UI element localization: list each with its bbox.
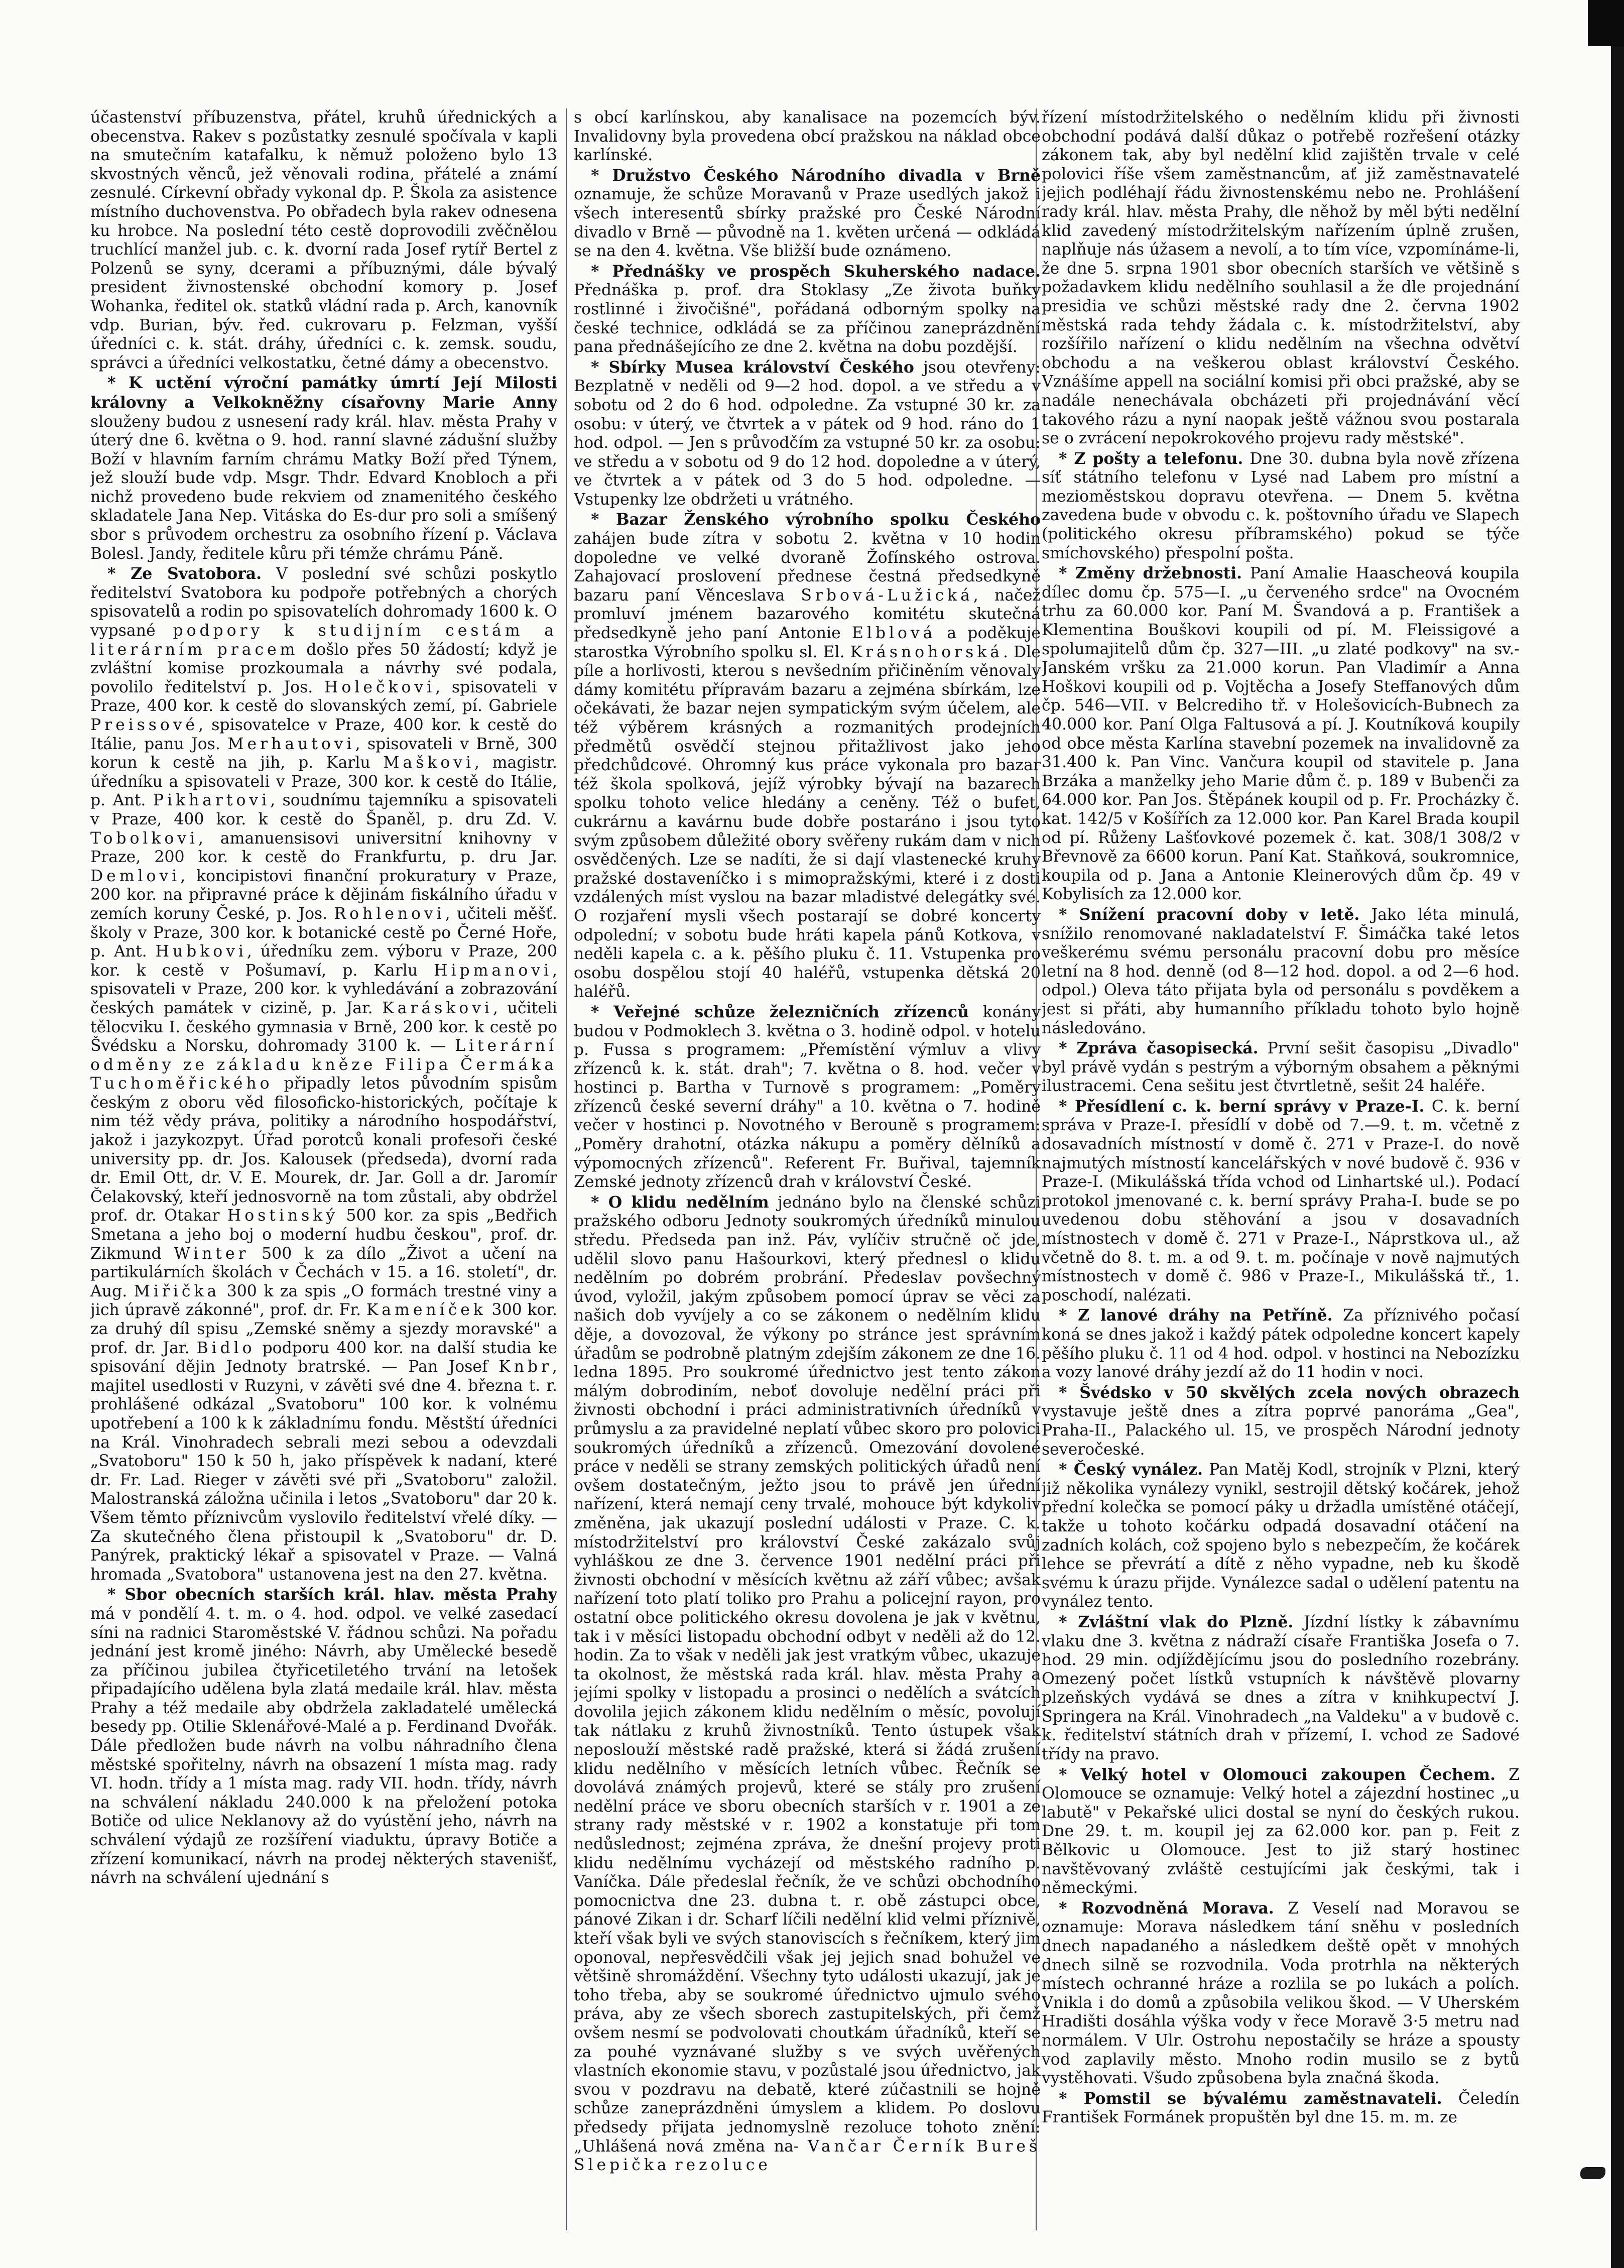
article-heading: * Sbor obecních starších král. hlav. města Prahy (107, 1585, 557, 1604)
article-sunday-rest (574, 1193, 1041, 2175)
text: , soudnímu tajemníku a spisovateli v Praze, 400 kor. k cestě do Španěl, p. dru Zd. V. (90, 791, 557, 828)
article-text: Dne 30. dubna byla nově zřízena síť státního telefonu v Lysé nad Labem pro místní a mezioměstskou dopravu otevřena. — Dnem 5. května zavedena bude v obvodu c. k. poštovního úřadu ve Slapech (politického okresu příbramského) pokud se týče smíchovského) přespolní pošta. (1042, 449, 1520, 562)
article-text: Čeledín František Formánek propuštěn byl dne 15. m. m. ze (1042, 2089, 1520, 2127)
spaced-text: rezoluce (675, 2156, 771, 2175)
article-flood (1042, 1899, 1520, 2088)
article-heading: * Pomstil se bývalému zaměstnavateli. (1059, 2089, 1442, 2108)
column-rule-1 (566, 108, 567, 2230)
article-tax-office (1042, 1097, 1520, 1305)
spaced-name: Preissové (90, 716, 199, 734)
spaced-name: Merhautovi (227, 735, 355, 753)
article-text: konány budou v Podmoklech 3. května o 3. hodině odpol. v hotelu p. Fussa s programem: „Přemístění výmluv a vlivy zřízenců k. k. stát. drah"; 7. května o 8. hod. večer v hostinci p. Bartha v Turnově s programem: „Poměry zřízenců české severní dráhy" a 10. května o 7. hodině večer v hostinci p. Novotného v Berouně s programem: „Poměry drahotní, otázka nákupu a poměry dělníků a výpomocných zřízenců". Referent Fr. Buřival, tajemník Zemské jednoty zřízenců drah v království České. (574, 1003, 1041, 1191)
spaced-text: podpory k studijním cestám a literárním pracem (90, 622, 557, 659)
article-railway-meetings (574, 1003, 1041, 1192)
article-heading: * Zvláštní vlak do Plzně. (1059, 1612, 1294, 1631)
article-text: Z Veselí nad Moravou se oznamuje: Morava následkem tání sněhu v posledních dnech napadaného a následkem deště opět v mnohých dnech silně se rozvodnila. Voda protrhla na některých místech ochranné hráze a rozlila se po lukách a polích. Vnikla i do domů a způsobila velikou škod. — V Uherském Hradišti dosáhla výška vody v řece Moravě 3·5 metru nad normálem. V Ulr. Ostrohu nepostačily se hráze a spousty vod zaplavily město. Mnoho rodin musilo se z bytů vystěhovati. Všudo způsobena byla značná škoda. (1042, 1899, 1520, 2088)
article-text: Za příznivého počasí koná se dnes jakož i každý pátek odpoledne koncert kapely pěšího pluku č. 11 od 4 hod. odpol. v hostinci na Nebozízku a vozy lanové dráhy jezdí až do 11 hodin v noci. (1042, 1306, 1520, 1382)
spaced-name: Demlovi (90, 867, 181, 885)
column-2 (574, 108, 1041, 2237)
text: podporu 400 kor. na další studia ke spisování dějin Jednoty bratrské. — Pan Josef (90, 1339, 557, 1376)
text: , učiteli tělocviku I. českého gymnasia v Brně, 200 kor. k cestě po Švédsku a Norsku, dohromady 3100 k. — (90, 999, 557, 1055)
article-heading: * K uctění výroční památky úmrtí Její Milosti královny a Velkokněžny císařovny Marie Anny (90, 374, 557, 412)
article-memorial (90, 374, 557, 563)
column-3 (1042, 108, 1520, 2237)
article-heading: * Bazar Ženského výrobního spolku Českého (591, 510, 1041, 529)
article-work-hours (1042, 905, 1520, 1038)
text: a poděkuje starostka Výrobního spolku sl. El. (574, 624, 1041, 661)
article-svatobor (90, 564, 557, 1584)
text: , učiteli měšť. školy v Praze, 300 kor. k botanické cestě po Černé Hoře, p. Ant. (90, 904, 557, 961)
spaced-name: Pikhartovi (153, 791, 271, 810)
article-heading: * Změny držebnosti. (1059, 564, 1242, 583)
article-brno-theatre (574, 166, 1041, 261)
article-property-changes (1042, 564, 1520, 904)
text: 500 k za dílo „Život a učení na partikulárních školách v Čechách v 15. a 16. století", dr. Aug. (90, 1244, 557, 1300)
text: , koncipistovi finanční prokuratury v Praze, 200 kor. na připravné práce k dějinám fiskálního úřadu v zemích koruny České, p. Jos. (90, 867, 557, 923)
spaced-name: Slepička (574, 2156, 670, 2175)
article-text: řízení místodržitelského o nedělním klidu při živnosti obchodní podává další důkaz o potřebě rozřešení otázky zákonem tak, aby byl nedělní klid zajištěn trvale v celé polovici říše všem zaměstnancům, ať již zaměstnavatelé jejich podléhají řádu živnostenskému nebo ne. Prohlášení rady král. hlav. města Prahy, dle něhož by měl býti nedělní klid zavedený místodržitelským nařízením úplně zrušen, naplňuje nás úžasem a nevolí, a to tím více, vzpomínáme-li, že dne 5. srpna 1901 sbor obecních starších ve většině s požadavkem klidu nedělního souhlasil a že dle projednání presidia ve schůzi městské rady dne 2. června 1902 městská rada tehdy žádala c. k. místodržitelství, aby rozšířilo nařízení o klidu nedělním na všechna odvětví obchodu a na veškerou oblast království Českého. Vznášíme appell na sociální komisi při obci pražské, aby se nadále nenechávala obcházeti při projednávání věcí takového rázu a nyní naopak ještě vážnou svou postarala se o zvrácení nepokrokového projevu rady městské". (1042, 108, 1520, 448)
text: 300 kor. za druhý díl spisu „Zemské sněmy a sjezdy moravské" a prof. dr. Jar. (90, 1301, 557, 1357)
text: , úředníku zem. výboru v Praze, 200 kor. k cestě v Pošumaví, p. Karlu (90, 942, 557, 980)
spaced-name: Srbová-Lužická (801, 586, 973, 605)
article-text: Jízdní lístky k zábavnímu vlaku dne 3. května z nádraží císaře Františka Josefa o 7. hod. 29 min. odjíždějícímu jsou do posledního rozebrány. Omezený počet lístků vstupních k návštěvě plovarny plzeňských vydává se dnes a zítra v knihkupectví J. Springera na Král. Vinohradech „na Valdeku" a v budově c. k. ředitelství státních drah v přízemí, I. vchod ze Sadové třídy na pravo. (1042, 1613, 1520, 1764)
article-text: slouženy budou z usnesení rady král. hlav. města Prahy v úterý dne 6. května o 9. hod. ranní slavné zádušní služby Boží v hlavním farním chrámu Matky Boží před Týnem, jež slouží bude vdp. Msgr. Thdr. Edvard Knobloch a při nichž provedeno bude rekviem od znamenitého českého skladatele Jana Nep. Vitáska do Es-dur pro soli a smíšený sbor s průvodem orchestru za osobního řízení p. Václava Bolesl. Jandy, ředitele kůru při témže chrámu Páně. (90, 412, 557, 563)
text: , spisovateli v Brně, 300 korun k cestě na jih, p. Karlu (90, 735, 557, 772)
article-petrin (1042, 1306, 1520, 1382)
spaced-name: Bureš (976, 2137, 1041, 2156)
article-text: První sešit časopisu „Divadlo" byl právě vydán s pestrým a výborným obsahem a pěknými ilustracemi. Cena sešitu jest čtvrtletně, sešit 24 haléře. (1042, 1039, 1520, 1096)
article-text: má v pondělí 4. t. m. o 4. hod. odpol. ve velké zasedací síni na radnici Staroměstské V. řádnou schůzi. Na pořadu jednání jest kromě jiného: Návrh, aby Umělecké besedě za příčinou jubilea čtyřicetiletého trvání na letošek připadajícího udělena byla zlatá medaile král. hlav. města Prahy a též medaile aby obdržela zakladatelé umělecká besedy pp. Otilie Sklenářové-Malé a p. Ferdinand Dvořák. Dále předložen bude návrh na volbu náhradního člena městské spořitelny, návrh na obsazení 1 místa mag. rady VI. hodn. třídy a 1 místa mag. rady VII. hodn. třídy, návrh na schválení nákladu 240.000 k na přeložení potoka Botiče od ulice Neklanovy až do vyústění jeho, návrh na schválení výdajů ze rozšíření viaduktu, úpravy Botiče a zřízení komunikací, návrh na prodej některých stavenišť, návrh na schválení ujednání s (90, 1604, 557, 1887)
spaced-name: Hubkovi (155, 942, 247, 961)
article-text: jsou otevřeny: Bezplatně v neděli od 9—2 hod. dopol. a ve středu a v sobotu od 2 do 6 hod. odpoledne. Za vstupné 30 kr. za osobu: v úterý, ve čtvrtek a v pátek od 9 hod. ráno do 1 hod. odpol. — Jen s průvodčím za vstupné 50 kr. za osobu: ve středu a v sobotu od 9 do 12 hod. dopoledne a v úterý, ve čtvrtek a v pátek od 3 do 5 hod. odpoledne. — Vstupenky lze obdržeti u vrátného. (574, 358, 1041, 509)
text: zahájen bude zítra v sobotu 2. května v 10 hodin dopoledne ve velké dvoraně Žofínského ostrova. Zahajovací proslovení přednese čestná předsedkyně bazaru paní Věnceslava (574, 530, 1041, 605)
text: , magistr. úředníku a spisovateli v Praze, 300 kor. k cestě do Itálie, p. Ant. (90, 754, 557, 810)
text: , spisovatelce v Praze, 400 kor. k cestě do Itálie, panu Jos. (90, 716, 557, 753)
article-train (1042, 1613, 1520, 1764)
article-text: Pan Matěj Kodl, strojník v Plzni, který již několika vynálezy vynikl, sestrojil dětský kočárek, jehož přední kolečka se pomocí páky u držadla umístěné otáčejí, takže u tohoto kočárku odpadá dosavadní otáčení na zadních kolách, což spojeno bylo s nebezpečím, že kočárek lehce se převrátí a dítě z něho vypadne, neb ku škodě svému k úrazu přijde. Vynálezce sadal o udělení patentu na vynález tento. (1042, 1461, 1520, 1611)
article-text: C. k. berní správa v Praze-I. přesídlí v době od 7.—9. t. m. včetně z dosavadních místností v domě č. 271 v Praze-I. do nově najmutých místností kancelářských v nové budově č. 936 v Praze-I. (Mikulášská třída vchod od Linhartské ul.). Podací protokol jmenované c. k. berní správy Praha-I. bude se po uvedenou dobu stěhování a jsou v dosavadních místnostech v domě č. 271 v Praze-I., Náprstkova ul., až včetně do 8. t. m. a od 9. t. m. počínaje v nově najmutých místnostech v domě č. 986 v Praze-I., Mikulášská tř., 1. poschodí, nalézati. (1042, 1097, 1520, 1304)
article-text: s obcí karlínskou, aby kanalisace na pozemcích býv. Invalidovny byla provedena obcí pražskou na náklad obce karlínské. (574, 108, 1041, 165)
text: V poslední své schůzi poskytlo ředitelství Svatobora ku podpoře potřebných a chorých spisovatelů a rodin po spisovatelích dohromady 1600 k. O vypsané (90, 565, 557, 640)
article-heading: * O klidu nedělním (591, 1192, 769, 1212)
article-heading: * Sbírky Musea království Českého (591, 357, 914, 377)
article-heading: * Z lanové dráhy na Petříně. (1059, 1306, 1333, 1325)
article-city-council (90, 1585, 557, 1888)
article-text: oznamuje, že schůze Moravanů v Praze usedlých jakož i všech interesentů sbírky pražské pro České Národní divadlo v Brně — původně na 1. květen určená — odkládá se na den 4. května. Vše bližší bude oznámeno. (574, 185, 1041, 261)
article-karlin (574, 108, 1041, 165)
article-sunday-rest-cont (1042, 108, 1520, 448)
article-museum (574, 358, 1041, 510)
article-heading: * Snížení pracovní doby v letě. (1059, 905, 1360, 924)
text: , majitel usedlosti v Ruzyni, v závěti své dne 4. března t. r. prohlášené odkázal „Svatoboru" 100 kor. k volnému upotřebení a 100 k k základnímu fondu. Městští úředníci na Král. Vinohradech sebrali mezi sebou a odevzdali „Svatoboru" 150 k 50 h, jako příspěvek k nadaní, které dr. Fr. Lad. Rieger v závěti své při „Svatoboru" založil. Malostranská záložna učinila i letos „Svatoboru" dar 20 k. Všem těmto příznivcům vyslovilo ředitelství vřelé díky. — Za skutečného člena přistoupil k „Svatoboru" dr. D. Panýrek, praktický lékař a spisovatel v Praze. — Valná hromada „Svatobora" ustanovena jest na den 27. května. (90, 1358, 557, 1584)
article-hotel (1042, 1765, 1520, 1898)
text: , načež promluví jménem bazarového komitétu skutečná předsedkyně jeho paní Antonie (574, 586, 1041, 643)
spaced-name: Karáskovi (382, 999, 493, 1017)
article-heading: * Ze Svatobora. (107, 564, 262, 583)
article-heading: * Český vynález. (1059, 1460, 1203, 1479)
ink-blot (1580, 2167, 1605, 2179)
article-text: jednáno bylo na členské schůzi pražského odboru Jednoty soukromých úředníků minulou středu. Předseda pan inž. Páv, vylíčiv stručně oč jde, udělil slovo panu Hašourkovi, který přednesl o klidu nedělním po dobrém probrání. Předeslav povšechný úvod, vyložil, jakým způsobem pomocí úprav se věci za našich dob vyvíjely a co se zákonem o nedělním klidu děje, a dovozoval, že výkony po stránce jest správním úřadům se podrobně platným zdejším zákonem ze dne 16. ledna 1895. Pro soukromé úřednictvo jest tento zákon málým dobrodiním, neboť dovoluje nedělní práci při živnosti obchodní i práci administrativních úředníků v průmyslu a za pravidelné neplatí vůbec skoro pro polovici soukromých úředníků a zřízenců. Omezování dovolené práce v neděli se strany zemských politických úřadů není ovšem dostatečným, ježto jsou to právě jen úřední nařízení, která nemají ceny trvalé, mohouce být kdykoliv změněna, jak ukazují poslední události v Praze. C. k. místodržitelství pro království České zakázalo svůj vyhláškou ze dne 3. července 1901 nedělní práci při živnosti obchodní v měsících květnu až září vůbec; avšak nařízení toto platí toliko pro Prahu a policejní rayon, pro ostatní obce politického okresu dovolena je jak v květnu, tak i v měsíci listopadu obchodní odbyt v neděli až do 12. hodin. Za to však v neděli jak jest vratkým vůbec, ukazuje ta okolnost, že městská rada král. hlav. města Prahy a jejími spolky v listopadu a prosinci o nedělích a svátcích dovolila jejich zákonem klidu nedělním o měsíc, povolují tak nátlaku z kruhů živnostníků. Tento ústupek však neposlouží městské radě pražské, která si žádá zrušení klidu nedělního v měsících letních vůbec. Řečník se dovolává známých projevů, které se stály pro zrušení nedělní práce ve sboru obecních starších v r. 1901 a ze strany rady městské v r. 1902 a konstatuje při tom nedůslednost; zejména zpráva, že dnešní projevy proti klidu nedělnímu vycházejí od městského radního p. Vaníčka. Dále předeslal řečník, že ve schůzi obchodního pomocnictva dne 23. dubna t. r. obě zástupci obce, pánové Zikan i dr. Scharf líčili nedělní klid velmi příznivě, kteří však byli ve svých stanoviscích s řečníkem, který jim oponoval, nepřesvědčili však jej jejich snad bohužel ve většině shromáždění. Všechny tyto události ukazují, jak je toho třeba, aby se soukromé úřednictvo ujmulo svého práva, aby ze všech sborech zastupitelských, při čemž ovšem nesmí se podvolovati choutkám úřadníků, kteří se za pouhé vyznávané služby s ve svých uvěřených vlastních ekonomie stavu, v pozůstalé jsou úřednictvo, jak svou v pozdravu na debatě, které zúčastnili se hojně schůze zaneprázdněni úmyslem a klidem. Po doslovu předsedy přijata jednomyslně rezoluce tohoto znění: „Uhlášená nová změna na- (574, 1193, 1041, 2156)
article-heading: * Zpráva časopisecká. (1059, 1039, 1259, 1058)
text: 500 kor. za spis „Bedřich Smetana a jeho boj o moderní hudbu českou", prof. dr. Zikmund (90, 1207, 557, 1263)
spaced-name: Rohlenovi (334, 904, 445, 923)
article-heading: * Rozvodněná Morava. (1059, 1898, 1274, 1918)
page-top-edge (0, 0, 1624, 15)
text: , spisovateli v Praze, 200 kor. k vyhledávání a zobrazování českých památek v cizině, p. Jar. (90, 961, 557, 1017)
article-text: účastenství příbuzenstva, přátel, kruhů úřednických a obecenstva. Rakev s pozůstatky zesnulé spočívala v kapli na smutečním katafalku, k němuž položeno bylo 13 skvostných věnců, jež věnovali rodina, přátelé a známí zesnulé. Církevní obřady vykonal dp. P. Škola za asistence místního duchovenstva. Po obřadech byla rakev odnesena ku hrobce. Na poslední této cestě doprovodili zvěčnělou truchlící manžel jub. c. k. dvorní rada Josef rytíř Bertel z Polzenů se syny, dcerami a příbuznými, dále bývalý president živnostenské obchodní komory p. Josef Wohanka, ředitel ok. statků vládní rada p. Arch, kanovník vdp. Burian, býv. řed. cukrovaru p. Felzman, vyšší úředníci c. k. stát. dráhy, úředníci c. k. zemsk. soudu, správci a úředníci velkostatku, četné dámy a obecenstvo. (90, 108, 557, 372)
article-bazaar (574, 510, 1041, 1001)
article-text: Přednáška p. prof. dra Stoklasy „Ze života buňky rostlinné i živočišné", pořádaná odborným spolky na české technice, odkládá se za příčinou zaneprázdnění pana přednášejícího ze dne 2. května na dobu pozdější. (574, 281, 1041, 356)
text: 300 k za spis „O formách trestné viny a jich úpravě zákonné", prof. dr. Fr. (90, 1282, 557, 1320)
article-heading: * Z pošty a telefonu. (1059, 449, 1243, 468)
column-1 (90, 108, 557, 2237)
article-journal (1042, 1039, 1520, 1096)
article-text: Paní Amalie Haascheová koupila dílec domu čp. 575—I. „u červeného srdce" na Ovocném trhu za 60.000 kor. Paní M. Švandová a p. František a Klementina Bouškovi koupili od pí. M. Fleissigové a spolumajitelů dům čp. 327—III. „u zlaté podkovy" na sv.-Janském vršku za 21.000 korun. Pan Vladimír a Anna Hoškovi koupili od p. Vojtěcha a Josefy Steffanových dům čp. 546—VII. v Belcrediho tř. v Holešovicích-Bubnech za 40.000 kor. Paní Olga Faltusová a pí. J. Koutníková koupily od obce města Karlína stavební pozemek na invalidovně za 31.400 k. Pan Vinc. Vančura koupil od stavitele p. Jana Brzáka a manželky jeho Marie dům č. p. 189 v Bubenči za 64.000 kor. Pan Jos. Štěpánek koupil od p. Fr. Procházky č. kat. 142/5 v Košířích za 12.000 kor. Pan Karel Brada koupil od pí. Růženy Lašťovkové pozemek č. kat. 308/1 308/2 v Břevnově za 6600 korun. Paní Kat. Staňková, soukromnice, koupila od p. Jana a Antonie Kleinerových dům čp. 49 v Kobylisích za 12.000 kor. (1042, 564, 1520, 904)
spaced-name: Kameníček (366, 1301, 486, 1320)
spaced-name: Knbr (498, 1358, 552, 1376)
spaced-text: Literární odměny ze základu kněze Filipa Čermáka Tuchoměřického (90, 1037, 557, 1093)
spaced-name: Winter (174, 1244, 249, 1263)
spaced-name: Elblová (851, 624, 936, 643)
spaced-name: Vančar (808, 2137, 884, 2156)
spaced-name: Černík (893, 2137, 968, 2156)
spaced-name: Krásnohorská (850, 643, 1003, 661)
article-heading: * Velký hotel v Olomouci zakoupen Čechem. (1059, 1765, 1496, 1784)
article-lectures (574, 262, 1041, 357)
article-heading: * Přesídlení c. k. berní správy v Praze-I. (1059, 1097, 1425, 1116)
article-heading: * Švédsko v 50 skvělých zcela nových obrazech (1059, 1383, 1520, 1402)
spaced-name: Holečkovi (324, 678, 436, 696)
spaced-name: Tobolkovi (90, 829, 199, 848)
spaced-name: Hostinský (227, 1207, 338, 1225)
article-heading: * Družstvo Českého Národního divadla v Brně (591, 166, 1041, 185)
text: připadly letos původním spisům českým z oboru věd filosoficko-historických, počítaje k nim též vědy práva, politiky a národního hospodářství, jakož i jazykozpyt. Úřad porotců konali profesoři české university pp. dr. Jos. Kalousek (předseda), dvorní rada dr. Emil Ott, dr. V. E. Mourek, dr. Jar. Goll a dr. Jaromír Čelakovský, kteří jednosvorně na tom zůstali, aby obdržel prof. dr. Otakar (90, 1075, 557, 1225)
article-heading: * Veřejné schůze železničních zřízenců (591, 1002, 969, 1021)
article-invention (1042, 1460, 1520, 1612)
spaced-name: Maškovi (383, 754, 474, 772)
article-revenge (1042, 2089, 1520, 2127)
spaced-name: Miřička (134, 1282, 220, 1300)
article-post-telephone (1042, 449, 1520, 563)
article-heading: * Přednášky ve prospěch Skuherského nadace. (591, 262, 1041, 281)
scan-black-corner (1588, 0, 1624, 46)
scan-black-edge (1611, 46, 1624, 2268)
article-text: Jako léta minulá, snížilo renomované nakladatelství F. Šimáčka také letos veškerému svému personálu pracovní dobu pro měsíce letní na 8 hod. denně (od 8—12 hod. dopol. a od 2—6 hod. odpol.) Oleva táto přijata byla od personálu s povděkem a jest si přáti, aby humanního příkladu tohoto bylo hojně následováno. (1042, 905, 1520, 1037)
text: . Dle píle a horlivosti, kterou s nevšedním přičiněním věnovaly dámy komitétu přípravám bazaru a zejména sbírkám, lze očekávati, že bazar nejen sympatickým svým účelem, ale též výběrem krásných a rozmanitých prodejních předmětů osvědčí stejnou přitažlivost jako jeho předchůdcové. Ohromný kus práce vykonala pro bazar též škola spolková, jejíž výrobky bývají na bazarech spolku tohoto velice hledány a ceněny. Též o bufet, cukrárnu a kavárnu bude dobře postaráno i jsou tyto svým způsobem důležité obory svěřeny rukám dam v nich osvědčených. Lze se nadíti, že si dají vlastenecké kruhy pražské dostaveníčko i s mimopražskými, které i z dosti vzdálených míst vyslou na bazar mladistvé delegátky své. O rozjaření mysli všech postarají se dobré koncerty odpolední; v sobotu bude hráti kapela pánů Kotkova, v neděli kapela c. a k. pěšího pluku č. 11. Vstupenka pro osobu dospělou stojí 40 haléřů, vstupenka dětská 20 haléřů. (574, 643, 1041, 1001)
article-text: vystavuje ještě dnes a zítra poprvé panoráma „Gea", Praha-II., Palackého ul. 15, ve prospěch Národní jednoty severočeské. (1042, 1402, 1520, 1459)
spaced-name: Bidlo (196, 1339, 256, 1357)
text: , amanuensisovi universitní knihovny v Praze, 200 kor. k cestě do Frankfurtu, p. dru Jar. (90, 829, 557, 867)
article-sweden (1042, 1383, 1520, 1459)
article-funeral (90, 108, 557, 373)
spaced-name: Hipmanovi (434, 961, 552, 980)
article-text: Z Olomouce se oznamuje: Velký hotel a zájezdní hostinec „u labutě" v Pekařské ulici dostal se nyní do českých rukou. Dne 29. t. m. koupil jej za 62.000 kor. pan p. Feit z Bělkovic u Olomouce. Jest to již starý hostinec navštěvovaný zvláště cestujícími jak českými, tak i německými. (1042, 1765, 1520, 1897)
text: došlo přes 50 žádostí; když je zvláštní komise prozkoumala a návrhy své podala, povolilo ředitelství p. Jos. (90, 640, 557, 696)
text: , spisovateli v Praze, 400 kor. k cestě do slovanských zemí, pí. Gabriele (90, 678, 557, 715)
